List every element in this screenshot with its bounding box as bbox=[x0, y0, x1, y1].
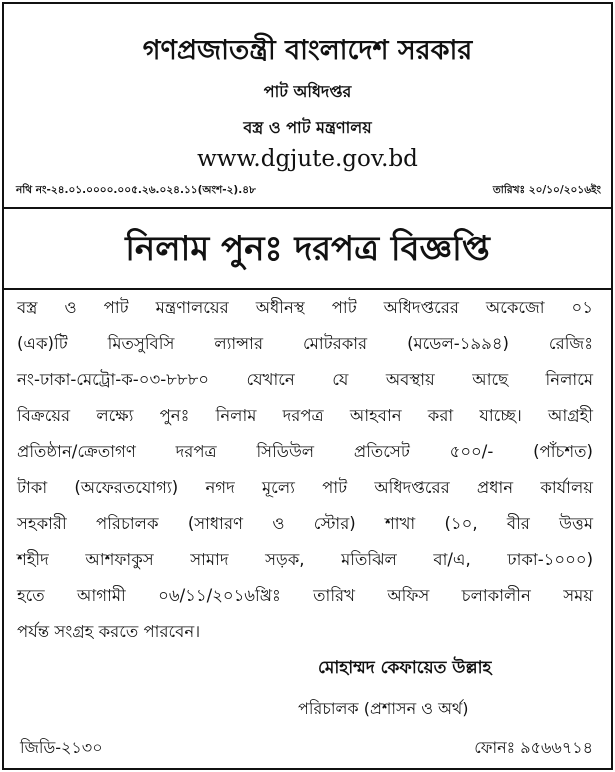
government-title: গণপ্রজাতন্ত্রী বাংলাদেশ সরকার bbox=[142, 35, 473, 66]
body-line: (এক)টি মিতসুবিসি ল্যান্সার মোটরকার (মডেল-১৯৯৪) রেজিঃ bbox=[17, 334, 593, 353]
signatory-name: মোহাম্মদ কেফায়েত উল্লাহ bbox=[318, 658, 492, 678]
memo-number: নথি নং-২৪.০১.০০০০.০০৫.২৬.০২৪.১১(অংশ-২).৪৮ bbox=[16, 184, 256, 196]
body-line: বিক্রয়ের লক্ষ্যে পুনঃ নিলাম দরপত্র আহবান করা যাচ্ছে। আগ্রহী bbox=[17, 406, 593, 425]
phone-number: ফোনঃ ৯৫৬৬৭১৪ bbox=[474, 738, 593, 757]
notice-date: তারিখঃ ২০/১০/২০১৬ইং bbox=[492, 184, 601, 196]
gd-number: জিডি-২১৩০ bbox=[20, 738, 103, 757]
body-line: বস্ত্র ও পাট মন্ত্রণালয়ের অধীনস্থ পাট অধিদপ্তরের অকেজো ০১ bbox=[17, 298, 593, 317]
body-line: পর্যন্ত সংগ্রহ করতে পারবেন। bbox=[17, 622, 201, 641]
body-line: হতে আগামী ০৬/১১/২০১৬খ্রিঃ তারিখ অফিস চলাকালীন সময় bbox=[17, 586, 593, 605]
body-line: টাকা (অফেরতযোগ্য) নগদ মূল্যে পাট অধিদপ্তরের প্রধান কার্যালয় bbox=[17, 478, 593, 497]
ministry-name: বস্ত্র ও পাট মন্ত্রণালয় bbox=[243, 118, 372, 137]
body-line: সহকারী পরিচালক (সাধারণ ও স্টোর) শাখা (১০, বীর উত্তম bbox=[17, 514, 593, 533]
body-line: প্রতিষ্ঠান/ক্রেতাগণ দরপত্র সিডিউল প্রতিসেট ৫০০/- (পাঁচশত) bbox=[17, 442, 593, 461]
notice-headline: নিলাম পুনঃ দরপত্র বিজ্ঞপ্তি bbox=[125, 229, 490, 269]
divider-top bbox=[4, 207, 611, 209]
signatory-title: পরিচালক (প্রশাসন ও অর্থ) bbox=[298, 699, 469, 718]
body-line: নং-ঢাকা-মেট্রো-ক-০৩-৮৮৮০ যেখানে যে অবস্থায় আছে নিলামে bbox=[17, 370, 593, 389]
website-url: www.dgjute.gov.bd bbox=[197, 146, 418, 172]
body-line: শহীদ আশফাকুস সামাদ সড়ক, মতিঝিল বা/এ, ঢাকা-১০০০) bbox=[17, 550, 593, 569]
department-name: পাট অধিদপ্তর bbox=[263, 82, 352, 101]
notice-body bbox=[17, 290, 593, 650]
